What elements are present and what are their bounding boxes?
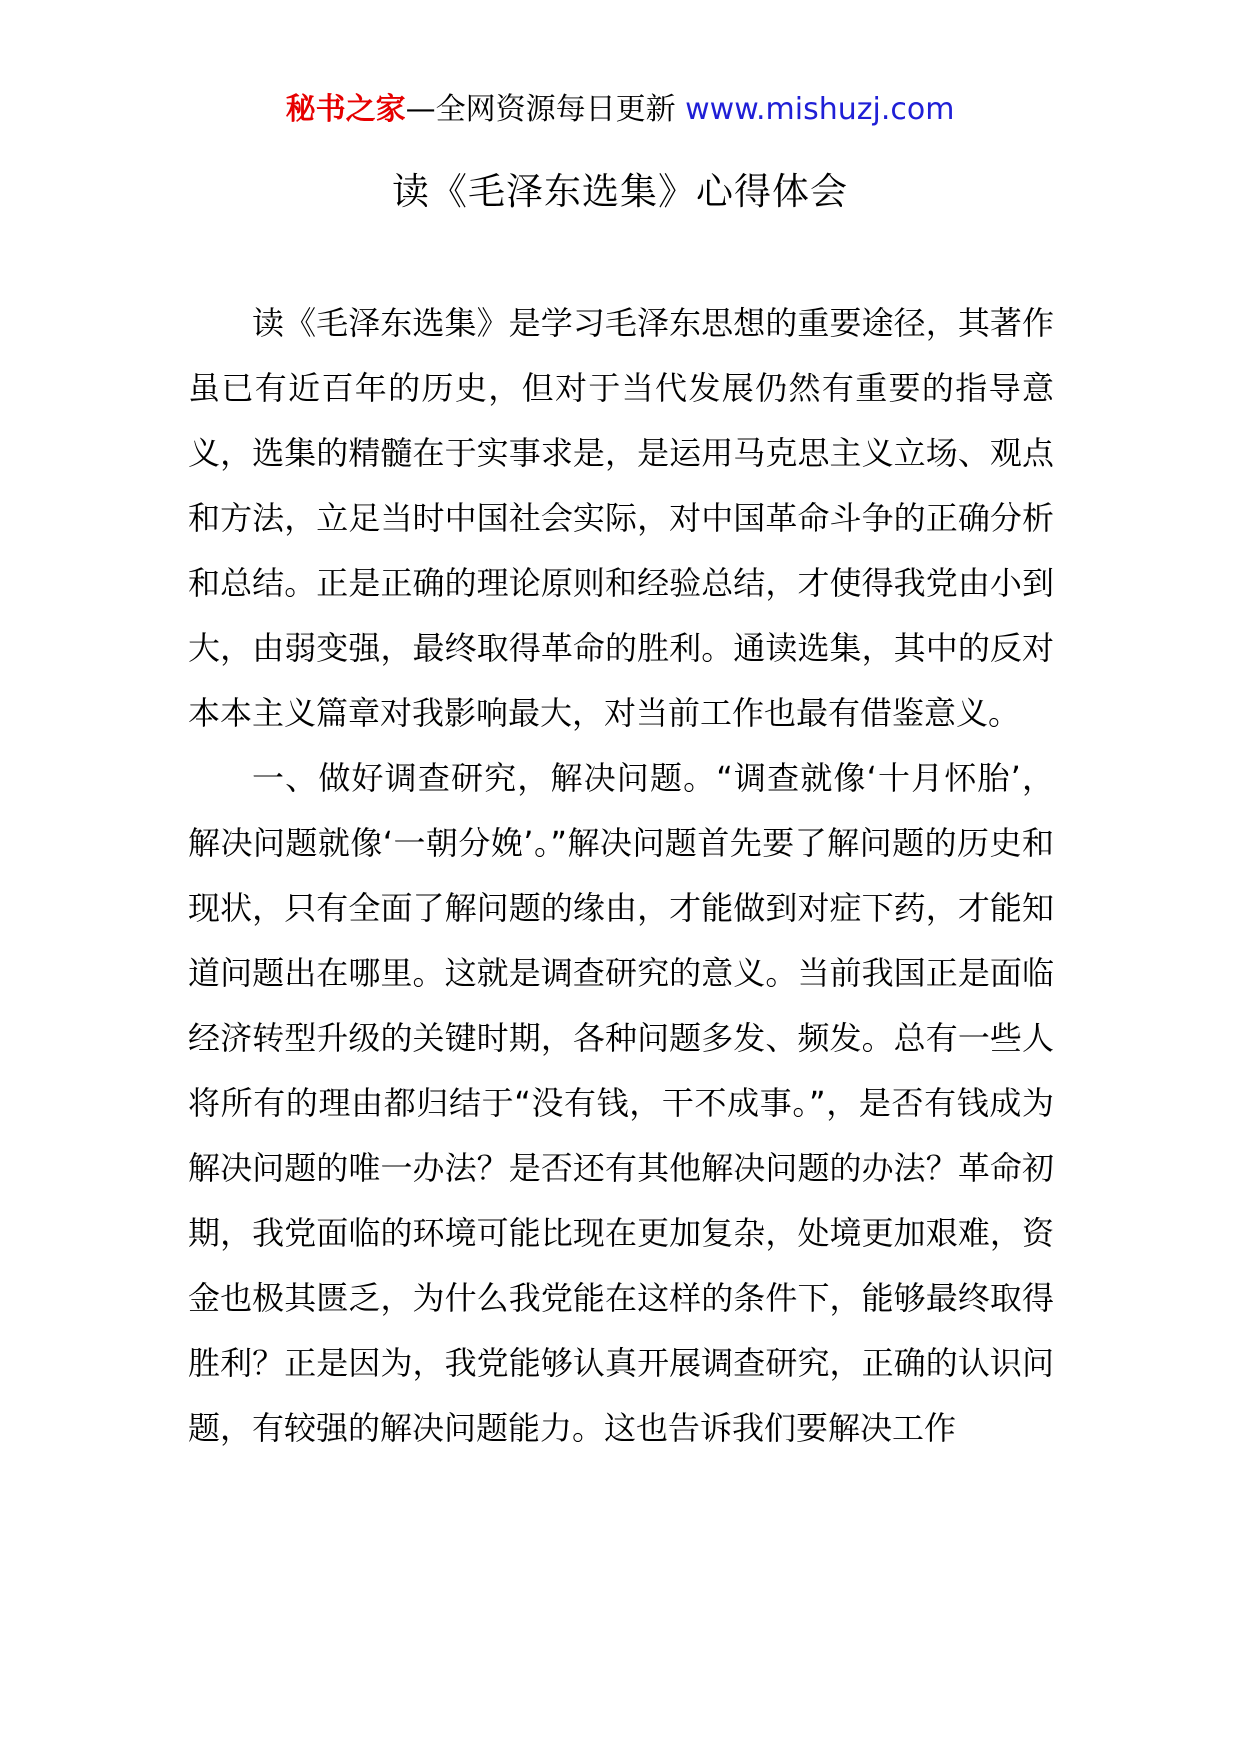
site-url-link[interactable]: www.mishuzj.com [685, 92, 955, 127]
site-header [0, 88, 1240, 132]
document-body [188, 291, 1054, 1461]
paragraph-section-one: 一、做好调查研究，解决问题。“调查就像‘十月怀胎’，解决问题就像‘一朝分娩’。”解决问题首先要了解问题的历史和现状，只有全面了解问题的缘由，才能做到对症下药，才能知道问题出在哪里。这就是调查研究的意义。当前我国正是面临经济转型升级的关键时期，各种问题多发、频发。总有一些人将所有的理由都归结于“没有钱，干不成事。”，是否有钱成为解决问题的唯一办法？是否还有其他解决问题的办法？革命初期，我党面临的环境可能比现在更加复杂，处境更加艰难，资金也极其匮乏，为什么我党能在这样的条件下，能够最终取得胜利？正是因为，我党能够认真开展调查研究，正确的认识问题，有较强的解决问题能力。这也告诉我们要解决工作 [188, 759, 1054, 1447]
site-slogan: —全网资源每日更新 [405, 92, 686, 127]
brand-name: 秘书之家 [285, 92, 406, 127]
document-title: 读《毛泽东选集》心得体会 [392, 170, 848, 213]
paragraph-intro: 读《毛泽东选集》是学习毛泽东思想的重要途径，其著作虽已有近百年的历史，但对于当代发展仍然有重要的指导意义，选集的精髓在于实事求是，是运用马克思主义立场、观点和方法，立足当时中国社会实际，对中国革命斗争的正确分析和总结。正是正确的理论原则和经验总结，才使得我党由小到大，由弱变强，最终取得革命的胜利。通读选集，其中的反对本本主义篇章对我影响最大，对当前工作也最有借鉴意义。 [188, 304, 1054, 732]
